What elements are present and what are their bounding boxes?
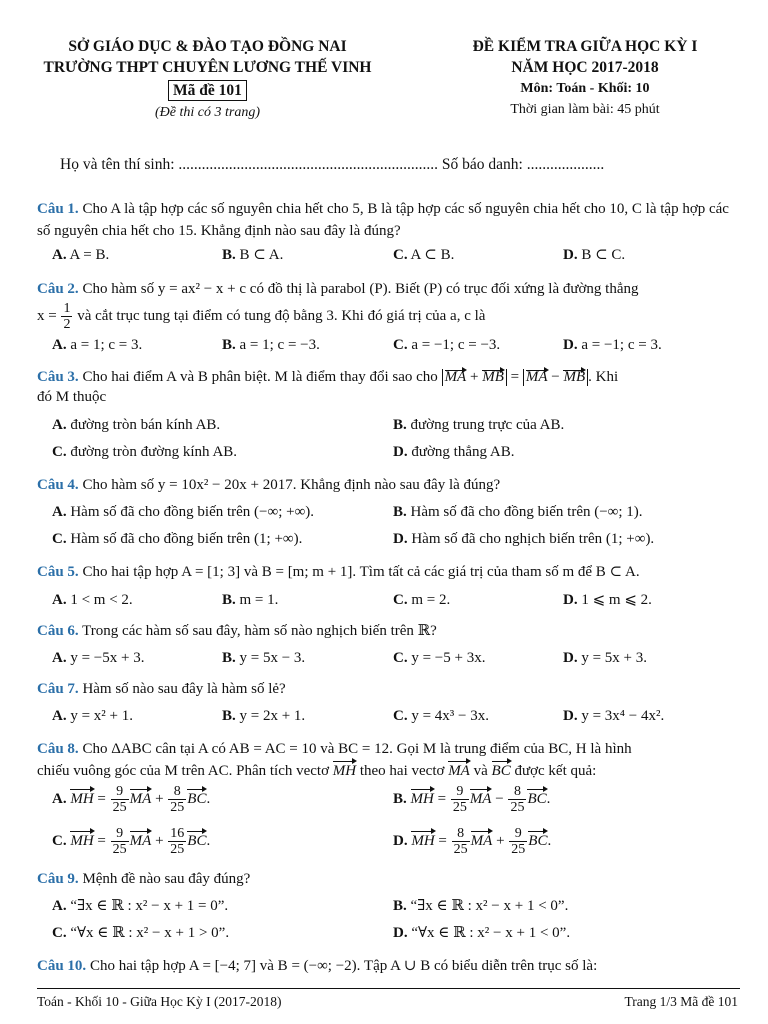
question-label: Câu 6. <box>37 623 79 639</box>
option-b: B. Hàm số đã cho đồng biến trên (−∞; 1). <box>393 504 643 520</box>
question-label: Câu 7. <box>37 681 79 697</box>
question-label: Câu 1. <box>37 201 79 217</box>
department-name: SỞ GIÁO DỤC & ĐÀO TẠO ĐỒNG NAI <box>68 38 347 55</box>
option-b: B. MH = $\frac{9}{25}$ MA − $\frac{8}{25}$ BC. <box>393 784 551 815</box>
question-text: Hàm số nào sau đây là hàm số lẻ? <box>82 681 286 697</box>
option-d: D. “∀x ∈ ℝ : x² − x + 1 < 0”. <box>393 925 571 941</box>
option-a: A. a = 1; c = 3. <box>52 337 143 353</box>
option-a: A. “∃x ∈ ℝ : x² − x + 1 = 0”. <box>52 898 229 914</box>
option-b: B. “∃x ∈ ℝ : x² − x + 1 < 0”. <box>393 898 569 914</box>
option-d: D. 1 ⩽ m ⩽ 2. <box>563 592 652 608</box>
question-5 <box>37 561 737 583</box>
question-label: Câu 3. <box>37 369 79 385</box>
time-limit: Thời gian làm bài: 45 phút <box>510 102 660 117</box>
option-b: B. m = 1. <box>222 592 279 608</box>
vector-sum-magnitude: MA + MB <box>442 369 507 386</box>
option-a: A. đường tròn bán kính AB. <box>52 417 221 433</box>
footer-right: Trang 1/3 Mã đề 101 <box>624 994 738 1009</box>
question-text: Mệnh đề nào sau đây đúng? <box>82 871 251 887</box>
question-7 <box>37 678 737 700</box>
option-d: D. B ⊂ C. <box>563 247 626 263</box>
option-a: A. MH = $\frac{9}{25}$ MA + $\frac{8}{25}$ BC. <box>52 784 211 815</box>
option-c: C. A ⊂ B. <box>393 247 455 263</box>
question-2-line-2: x = $\frac{1}{2}$ và cắt trục tung tại điểm có tung độ bằng 3. Khi đó giá trị của a, c là <box>37 301 486 332</box>
subject: Môn: Toán - Khối: 10 <box>520 81 650 96</box>
option-d: D. y = 3x⁴ − 4x². <box>563 708 665 724</box>
footer-left: Toán - Khối 10 - Giữa Học Kỳ I (2017-2018) <box>37 994 282 1009</box>
school-year: NĂM HỌC 2017-2018 <box>511 59 659 76</box>
option-d: D. đường thẳng AB. <box>393 444 515 460</box>
question-4 <box>37 474 737 496</box>
option-d: D. a = −1; c = 3. <box>563 337 662 353</box>
question-2 <box>37 278 737 300</box>
header-left <box>30 36 385 121</box>
option-b: B. y = 5x − 3. <box>222 650 306 666</box>
pages-note: (Đề thi có 3 trang) <box>155 105 260 120</box>
school-name: TRƯỜNG THPT CHUYÊN LƯƠNG THẾ VINH <box>43 59 372 76</box>
vector-diff-magnitude: MA − MB <box>523 369 588 386</box>
option-a: A. 1 < m < 2. <box>52 592 133 608</box>
option-d: D. Hàm số đã cho nghịch biến trên (1; +∞). <box>393 531 655 547</box>
question-text: Cho hai tập hợp A = [1; 3] và B = [m; m + 1]. Tìm tất cả các giá trị của tham số m để B ⊂ A. <box>82 564 640 580</box>
exam-title: ĐỀ KIỂM TRA GIỮA HỌC KỲ I <box>472 38 698 55</box>
option-d: D. MH = $\frac{8}{25}$ MA + $\frac{9}{25}$ BC. <box>393 826 552 857</box>
question-6 <box>37 620 737 642</box>
question-label: Câu 4. <box>37 477 79 493</box>
option-a: A. y = x² + 1. <box>52 708 134 724</box>
question-text: Cho hai tập hợp A = [−4; 7] và B = (−∞; −2). Tập A ∪ B có biểu diễn trên trục số là: <box>89 958 598 974</box>
option-c: C. a = −1; c = −3. <box>393 337 501 353</box>
option-c: C. y = −5 + 3x. <box>393 650 486 666</box>
option-c: C. y = 4x³ − 3x. <box>393 708 490 724</box>
question-10 <box>37 955 737 977</box>
question-text: Cho hàm số y = ax² − x + c có đồ thị là parabol (P). Biết (P) có trục đối xứng là đường thẳng <box>82 281 639 297</box>
student-info-line: Họ và tên thí sinh: ................................................................... Số báo danh: .................... <box>60 156 605 173</box>
option-b: B. y = 2x + 1. <box>222 708 306 724</box>
question-text: Trong các hàm số sau đây, hàm số nào nghịch biến trên ℝ? <box>82 623 437 639</box>
question-1 <box>37 198 737 242</box>
option-b: B. a = 1; c = −3. <box>222 337 320 353</box>
question-label: Câu 8. <box>37 741 79 757</box>
option-a: A. Hàm số đã cho đồng biến trên (−∞; +∞). <box>52 504 315 520</box>
option-d: D. y = 5x + 3. <box>563 650 648 666</box>
footer-divider <box>37 988 740 989</box>
question-9 <box>37 868 737 890</box>
option-c: C. m = 2. <box>393 592 451 608</box>
option-b: B. đường trung trực của AB. <box>393 417 565 433</box>
option-b: B. B ⊂ A. <box>222 247 284 263</box>
option-a: A. y = −5x + 3. <box>52 650 145 666</box>
option-c: C. MH = $\frac{9}{25}$ MA + $\frac{16}{25}$ BC. <box>52 826 211 857</box>
question-3: Câu 3. Cho hai điểm A và B phân biệt. M là điểm thay đổi sao cho MA + MB = MA − MB . Khi <box>37 369 619 385</box>
question-label: Câu 5. <box>37 564 79 580</box>
question-text: Cho ΔABC cân tại A có AB = AC = 10 và BC = 12. Gọi M là trung điểm của BC, H là hình <box>82 741 632 757</box>
option-c: C. “∀x ∈ ℝ : x² − x + 1 > 0”. <box>52 925 230 941</box>
option-c: C. đường tròn đường kính AB. <box>52 444 238 460</box>
fraction: $\frac{1}{2}$ <box>63 301 71 332</box>
question-8 <box>37 738 737 760</box>
question-label: Câu 9. <box>37 871 79 887</box>
question-label: Câu 2. <box>37 281 79 297</box>
option-c: C. Hàm số đã cho đồng biến trên (1; +∞). <box>52 531 303 547</box>
option-a: A. A = B. <box>52 247 110 263</box>
question-label: Câu 10. <box>37 958 87 974</box>
question-3-line-2: đó M thuộc <box>37 389 107 405</box>
question-8-line-2: chiếu vuông góc của M trên AC. Phân tích vectơ MH theo hai vectơ MA và BC được kết quả: <box>37 760 737 782</box>
header-right <box>420 36 750 120</box>
exam-code: Mã đề 101 <box>168 80 247 101</box>
question-text: Cho A là tập hợp các số nguyên chia hết cho 5, B là tập hợp các số nguyên chia hết cho 10, C là tập hợp các số nguyên chia hết cho 15. Khẳng định nào sau đây là đúng? <box>37 201 729 239</box>
question-text: Cho hàm số y = 10x² − 20x + 2017. Khẳng định nào sau đây là đúng? <box>82 477 501 493</box>
